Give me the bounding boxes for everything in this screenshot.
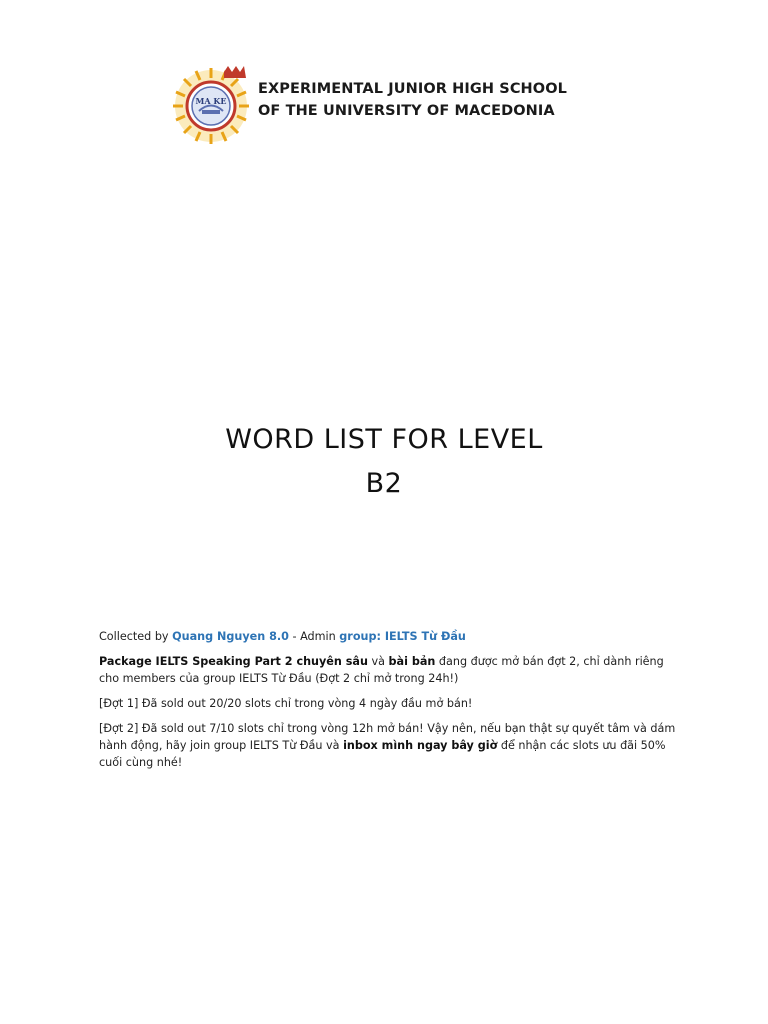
batch1-paragraph: [Đợt 1] Đã sold out 20/20 slots chỉ trong vòng 4 ngày đầu mở bán!	[99, 697, 473, 710]
title-line2: B2	[365, 468, 403, 499]
collector-link[interactable]: Quang Nguyen 8.0	[172, 630, 289, 643]
package-and: và	[367, 655, 389, 668]
school-name	[258, 78, 618, 122]
batch2-text-2: để nhận các slots ưu đãi 50% cuối cùng nhé!	[99, 739, 666, 769]
batch2-bold: inbox mình ngay bây giờ	[343, 739, 498, 752]
group-link[interactable]: group: IELTS Từ Đầu	[339, 630, 466, 643]
seal-lettering: MA KE	[195, 96, 227, 106]
package-bold-2: bài bản	[388, 655, 436, 668]
school-header	[172, 66, 612, 146]
crown-icon	[224, 66, 246, 78]
package-paragraph	[99, 653, 679, 687]
batch2-text-1: [Đợt 2] Đã sold out 7/10 slots chỉ trong vòng 12h mở bán! Vậy nên, nếu bạn thật sự quyết tâm và dám hành động, hãy join group IELTS Từ Đầu và	[99, 722, 676, 752]
school-name-line1: EXPERIMENTAL JUNIOR HIGH SCHOOL	[258, 81, 567, 97]
collected-prefix: Collected by	[99, 630, 173, 643]
title-line1: WORD LIST FOR LEVEL	[225, 424, 543, 455]
collected-by-line	[99, 628, 679, 645]
package-rest: đang được mở bán đợt 2, chỉ dành riêng cho members của group IELTS Từ Đầu (Đợt 2 chỉ mở trong 24h!)	[99, 655, 664, 685]
promo-block	[99, 628, 679, 779]
document-title	[0, 418, 768, 506]
admin-separator: - Admin	[288, 630, 340, 643]
package-bold-1: Package IELTS Speaking Part 2 chuyên sâu	[99, 655, 368, 668]
batch2-paragraph	[99, 720, 679, 771]
school-name-line2: OF THE UNIVERSITY OF MACEDONIA	[258, 103, 555, 119]
school-seal-logo	[172, 66, 250, 144]
